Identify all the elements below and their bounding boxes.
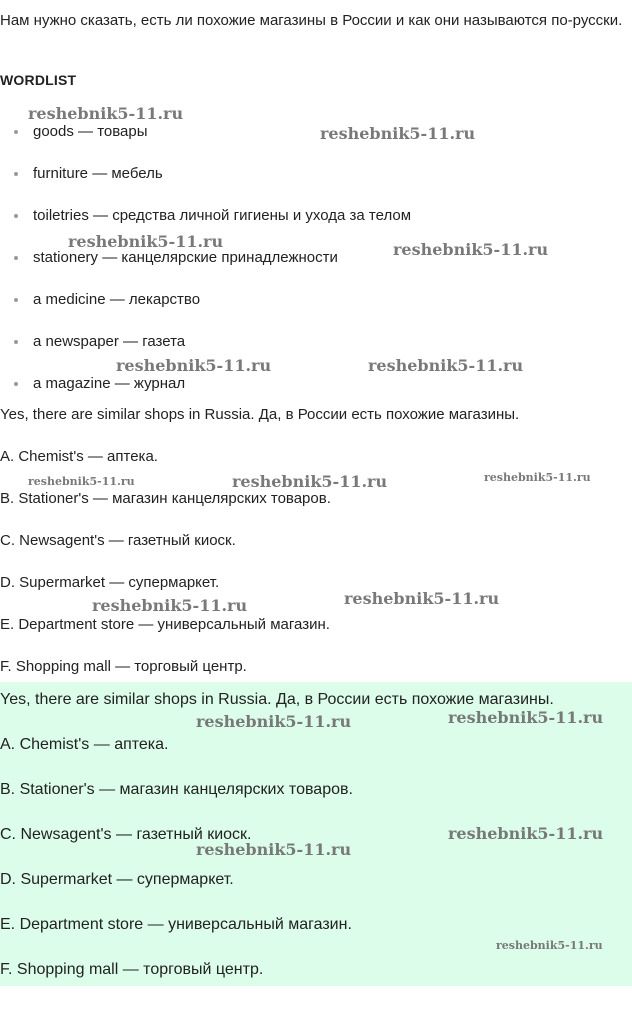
- list-item-text: goods — товары: [33, 123, 148, 140]
- watermark: reshebnik5-11.ru: [232, 472, 388, 491]
- bullet-icon: [14, 382, 18, 386]
- watermark: reshebnik5-11.ru: [92, 596, 248, 615]
- watermark: reshebnik5-11.ru: [484, 471, 591, 484]
- watermark: reshebnik5-11.ru: [320, 124, 476, 143]
- list-item-text: stationery — канцелярские принадлежности: [33, 249, 338, 266]
- answer-line: C. Newsagent's — газетный киоск.: [0, 532, 236, 549]
- bullet-icon: [14, 172, 18, 176]
- bullet-icon: [14, 298, 18, 302]
- list-item-text: a magazine — журнал: [33, 375, 186, 392]
- watermark: reshebnik5-11.ru: [196, 840, 352, 859]
- answer-line: E. Department store — универсальный магазин.: [0, 616, 330, 633]
- watermark: reshebnik5-11.ru: [28, 475, 135, 488]
- list-item-text: toiletries — средства личной гигиены и ухода за телом: [33, 207, 412, 224]
- answer-line: F. Shopping mall — торговый центр.: [0, 658, 247, 675]
- bullet-icon: [14, 214, 18, 218]
- watermark: reshebnik5-11.ru: [448, 824, 604, 843]
- highlighted-answer-line: D. Supermarket — супермаркет.: [0, 871, 234, 888]
- highlighted-answer-line: C. Newsagent's — газетный киоск.: [0, 826, 252, 843]
- watermark: reshebnik5-11.ru: [368, 356, 524, 375]
- highlighted-answer-intro: Yes, there are similar shops in Russia. Да, в России есть похожие магазины.: [0, 691, 554, 708]
- bullet-icon: [14, 256, 18, 260]
- answer-line: A. Chemist's — аптека.: [0, 448, 158, 465]
- highlighted-answer-line: B. Stationer's — магазин канцелярских товаров.: [0, 781, 353, 798]
- watermark: reshebnik5-11.ru: [344, 589, 500, 608]
- answer-line: B. Stationer's — магазин канцелярских товаров.: [0, 490, 331, 507]
- watermark: reshebnik5-11.ru: [116, 356, 272, 375]
- answer-intro: Yes, there are similar shops in Russia. Да, в России есть похожие магазины.: [0, 406, 520, 423]
- intro-text: Нам нужно сказать, есть ли похожие магазины в России и как они называются по-русски.: [0, 12, 623, 29]
- highlighted-answer-line: A. Chemist's — аптека.: [0, 736, 169, 753]
- list-item-text: a newspaper — газета: [33, 333, 186, 350]
- watermark: reshebnik5-11.ru: [393, 240, 549, 259]
- highlighted-answer-line: E. Department store — универсальный магазин.: [0, 916, 352, 933]
- watermark: reshebnik5-11.ru: [496, 939, 603, 952]
- watermark: reshebnik5-11.ru: [448, 708, 604, 727]
- bullet-icon: [14, 130, 18, 134]
- watermark: reshebnik5-11.ru: [28, 104, 184, 123]
- watermark: reshebnik5-11.ru: [196, 712, 352, 731]
- list-item-text: a medicine — лекарство: [33, 291, 201, 308]
- answer-line: D. Supermarket — супермаркет.: [0, 574, 220, 591]
- bullet-icon: [14, 340, 18, 344]
- highlighted-answer-line: F. Shopping mall — торговый центр.: [0, 961, 264, 978]
- watermark: reshebnik5-11.ru: [68, 232, 224, 251]
- list-item-text: furniture — мебель: [33, 165, 163, 182]
- wordlist-heading: WORDLIST: [0, 72, 77, 88]
